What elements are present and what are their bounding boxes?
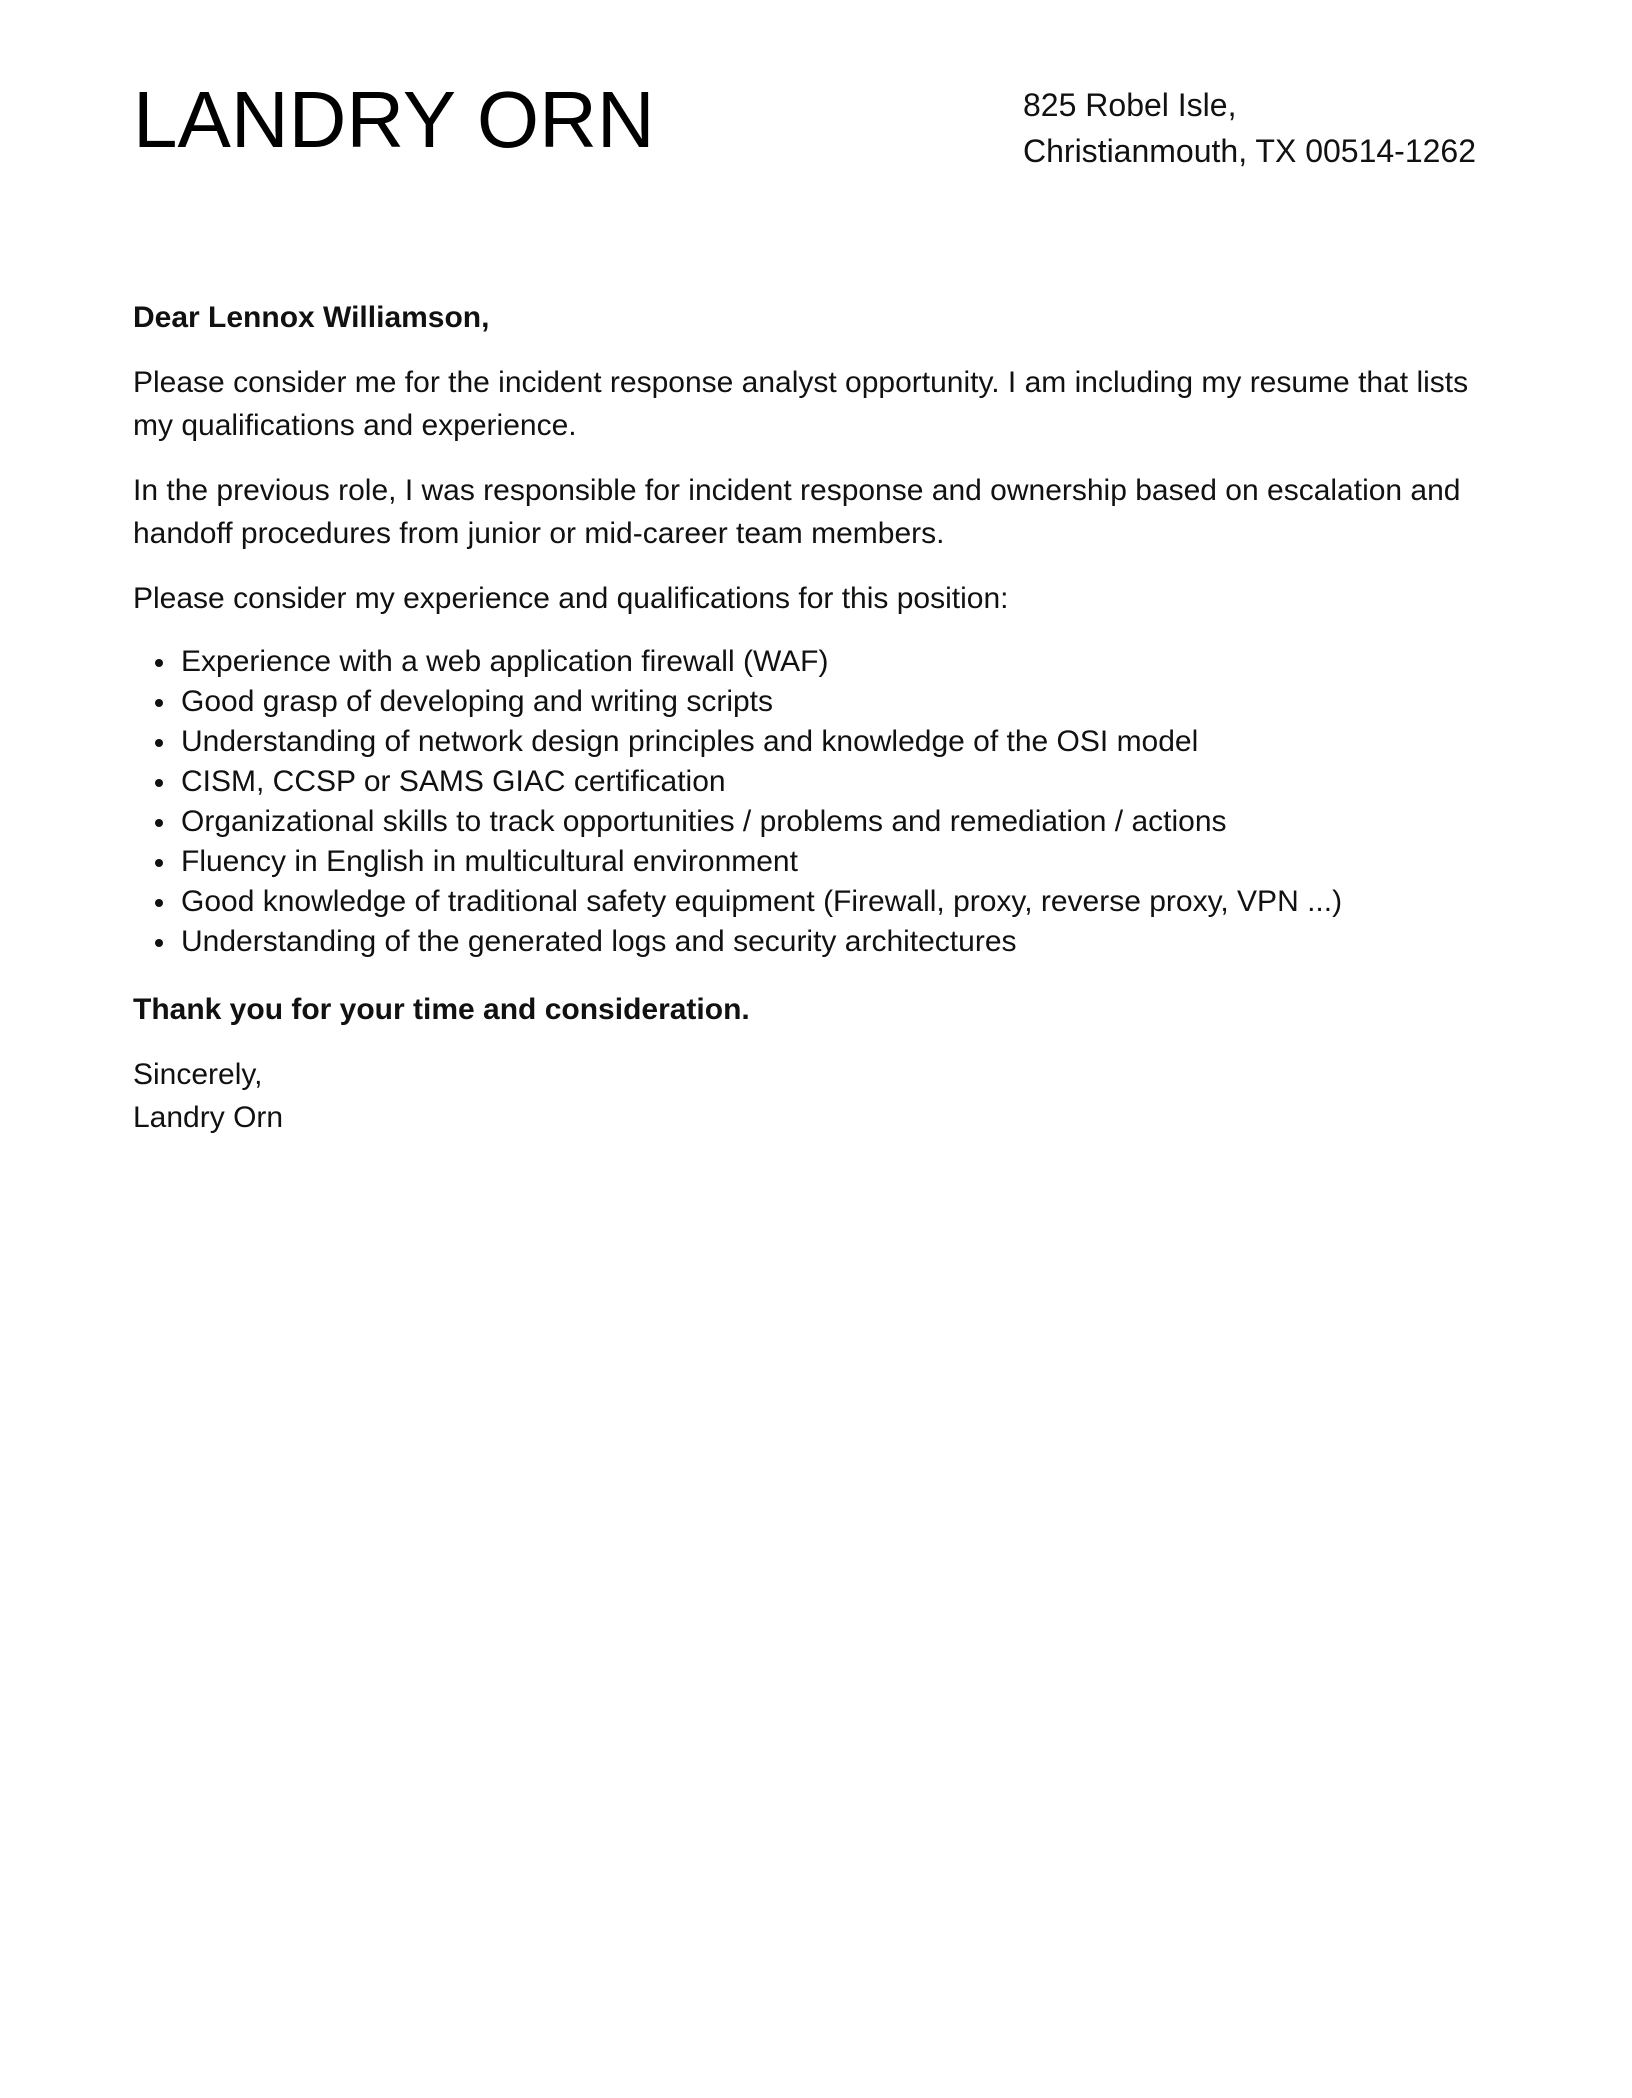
list-item-text: Understanding of the generated logs and security architectures [181, 925, 1017, 958]
bullet-icon [155, 859, 163, 867]
list-item [133, 722, 1503, 762]
greeting: Dear Lennox Williamson, [133, 301, 490, 334]
qualifications-list [133, 642, 1503, 962]
address-line-2: Christianmouth, TX 00514-1262 [1023, 133, 1477, 169]
list-item-text: Good knowledge of traditional safety equipment (Firewall, proxy, reverse proxy, VPN ...) [181, 885, 1343, 918]
list-item [133, 882, 1503, 922]
signoff-phrase: Sincerely, [133, 1058, 263, 1091]
signature-name: Landry Orn [133, 1101, 284, 1134]
closing-line: Thank you for your time and consideration. [133, 993, 750, 1026]
bullet-icon [155, 779, 163, 787]
list-item-text: Experience with a web application firewall (WAF) [181, 645, 829, 678]
letter-body [133, 296, 1503, 1139]
list-item-text: Organizational skills to track opportunities / problems and remediation / actions [181, 805, 1227, 838]
list-item-text: CISM, CCSP or SAMS GIAC certification [181, 765, 726, 798]
paragraph-intro: Please consider me for the incident response analyst opportunity. I am including my resume that lists my qualifications and experience. [133, 366, 1469, 442]
bullet-icon [155, 939, 163, 947]
list-item-text: Understanding of network design principles and knowledge of the OSI model [181, 725, 1199, 758]
list-item [133, 762, 1503, 802]
list-item [133, 922, 1503, 962]
applicant-address [1023, 82, 1476, 174]
paragraph-previous-role: In the previous role, I was responsible for incident response and ownership based on escalation and handoff procedures from junior or mid-career team members. [133, 474, 1461, 550]
paragraph-qualifications-lead: Please consider my experience and qualifications for this position: [133, 582, 1009, 615]
list-item-text: Good grasp of developing and writing scripts [181, 685, 774, 718]
list-item [133, 802, 1503, 842]
letter-header [133, 72, 1499, 212]
signoff [133, 1053, 1503, 1139]
bullet-icon [155, 739, 163, 747]
bullet-icon [155, 659, 163, 667]
applicant-name: LANDRY ORN [133, 75, 655, 164]
bullet-icon [155, 699, 163, 707]
list-item [133, 842, 1503, 882]
list-item-text: Fluency in English in multicultural environment [181, 845, 798, 878]
address-line-1: 825 Robel Isle, [1023, 87, 1237, 123]
list-item [133, 642, 1503, 682]
list-item [133, 682, 1503, 722]
bullet-icon [155, 819, 163, 827]
bullet-icon [155, 899, 163, 907]
